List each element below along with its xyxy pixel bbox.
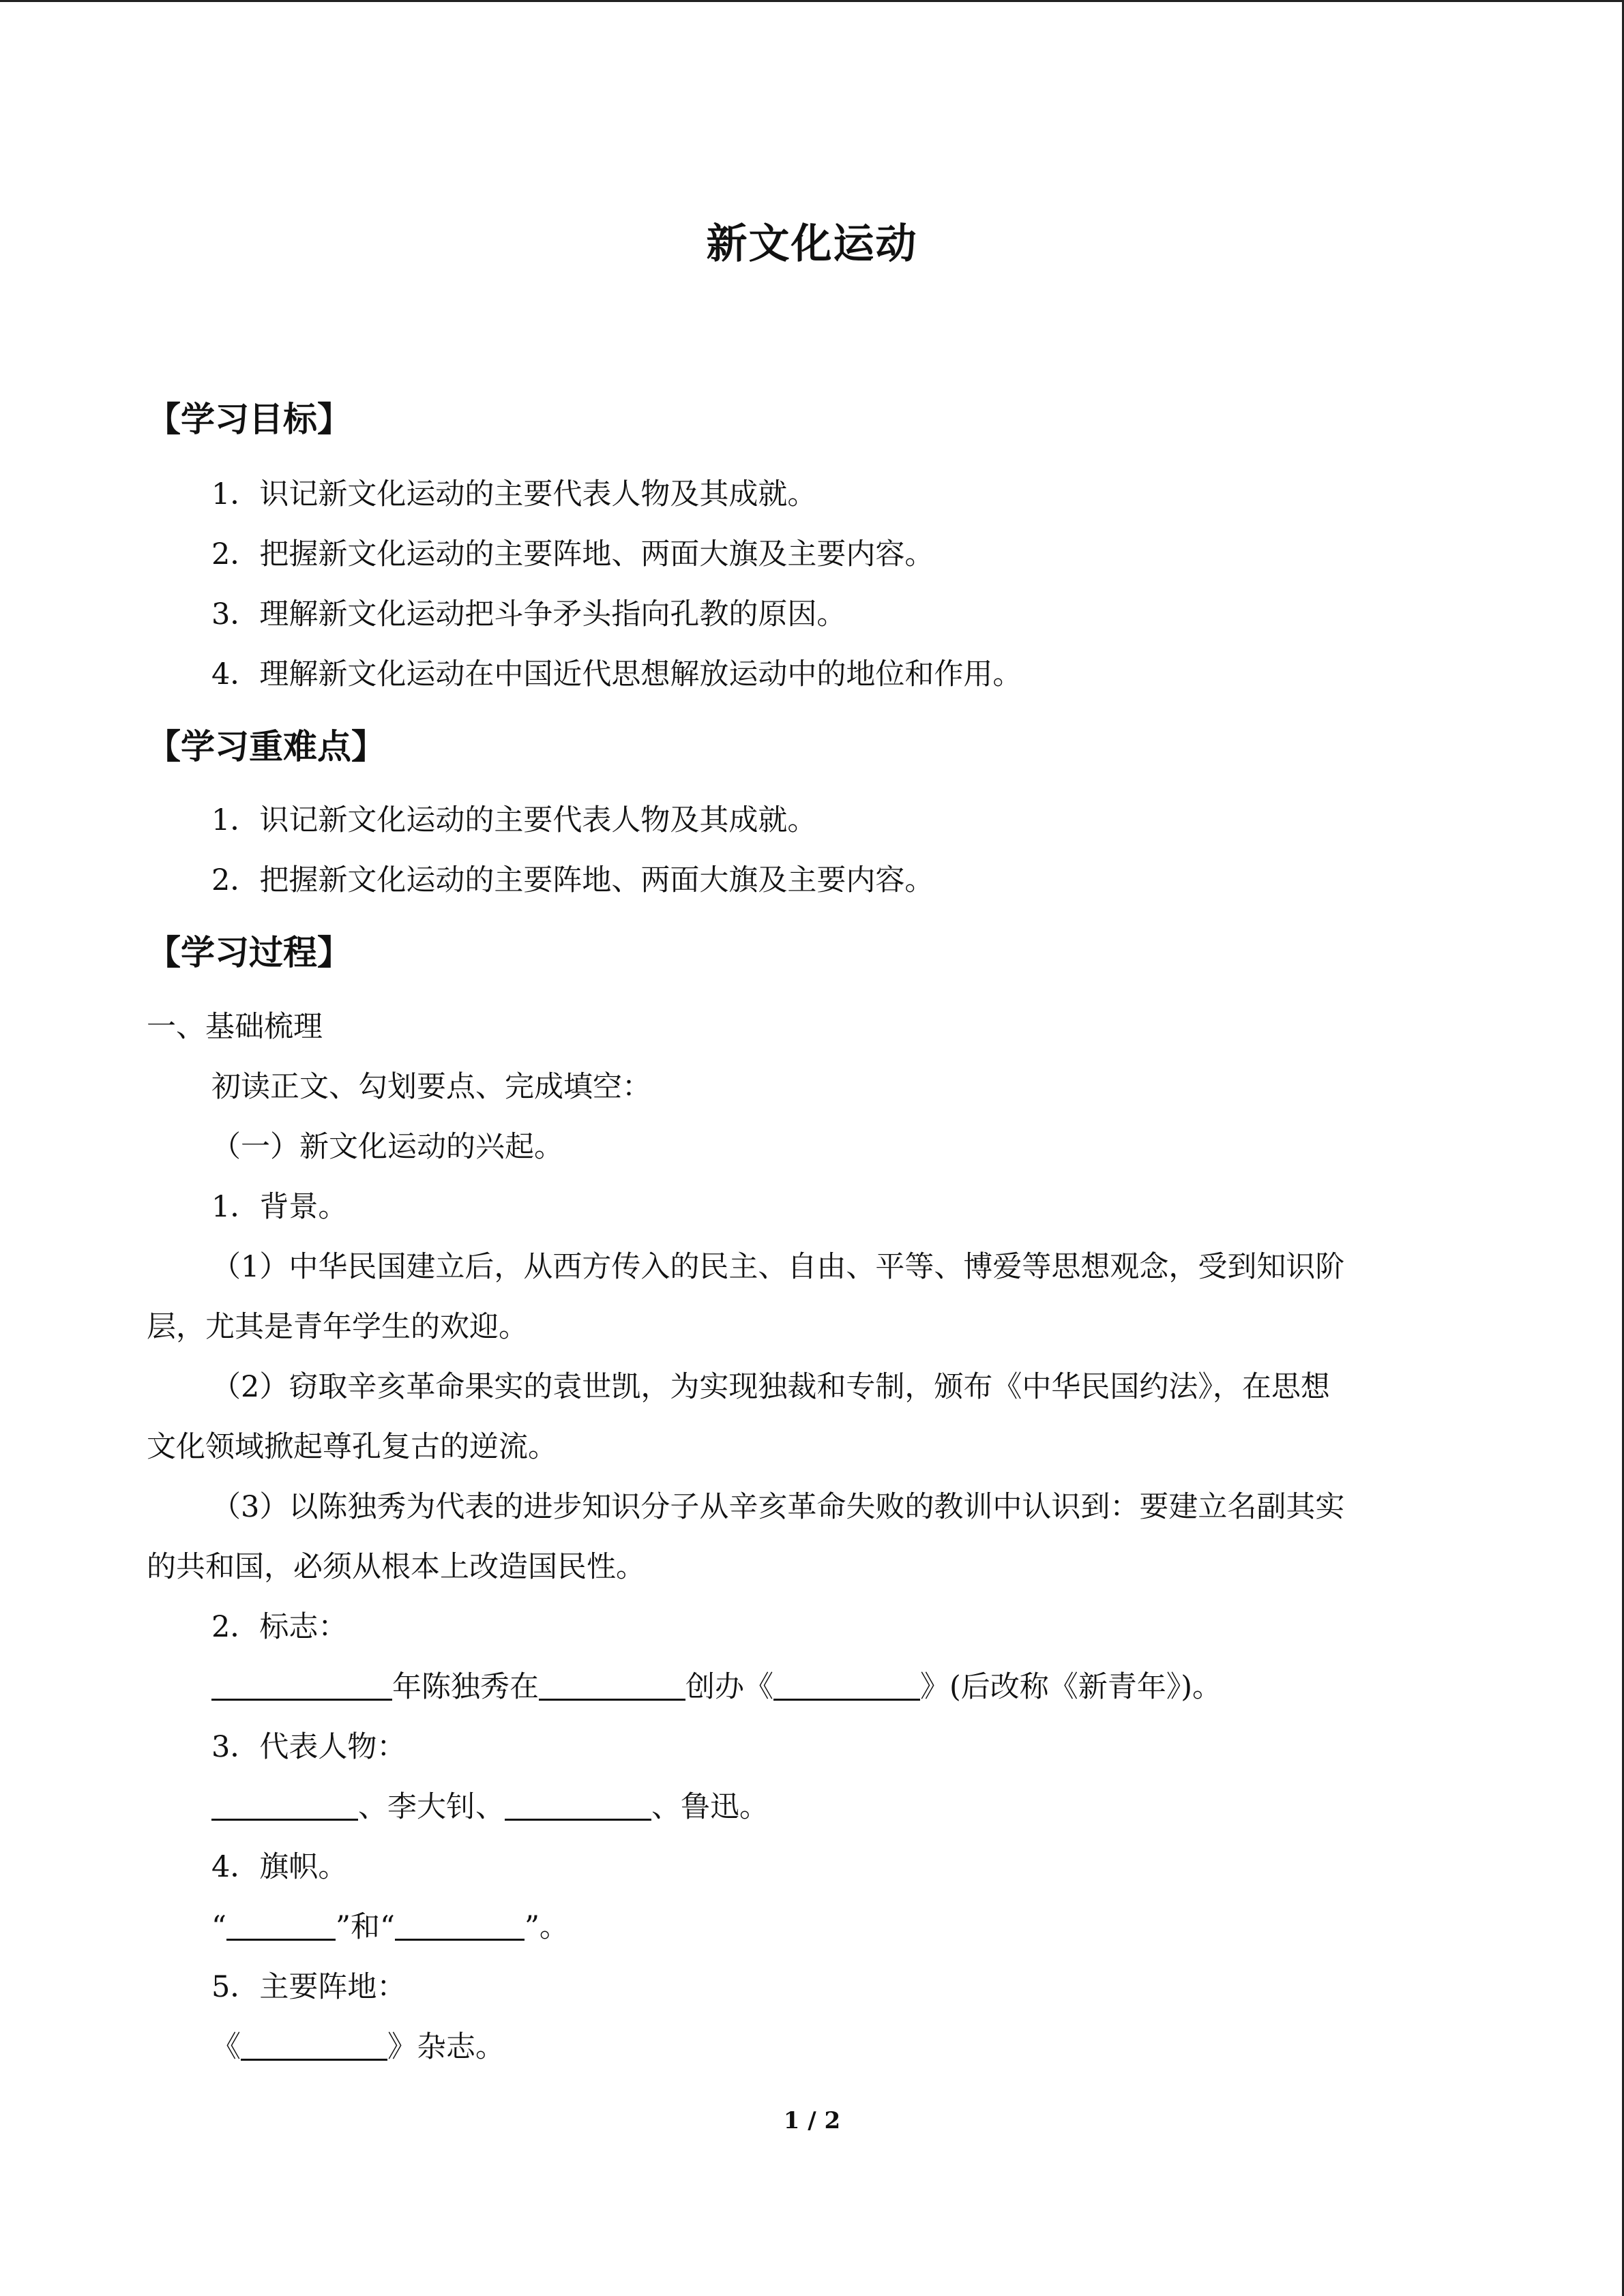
objective-item-4: 4．理解新文化运动在中国近代思想解放运动中的地位和作用。 — [211, 657, 1022, 691]
background-3-line-2: 的共和国，必须从根本上改造国民性。 — [147, 1550, 645, 1584]
sign-text-1: 年陈独秀在 — [392, 1670, 539, 1704]
background-label: 1．背景。 — [211, 1190, 348, 1224]
subsection-title: （一）新文化运动的兴起。 — [211, 1130, 563, 1164]
flag-label: 4．旗帜。 — [211, 1850, 348, 1884]
background-2-line-1: （2）窃取辛亥革命果实的袁世凯，为实现独裁和专制，颁布《中华民国约法》，在思想 — [211, 1370, 1330, 1404]
background-1-line-1: （1）中华民国建立后，从西方传入的民主、自由、平等、博爱等思想观念，受到知识阶 — [211, 1250, 1345, 1284]
flag-quote-2: ”和“ — [335, 1910, 395, 1944]
base-text-2: 》杂志。 — [387, 2030, 505, 2064]
people-fill-line — [211, 1788, 769, 1826]
background-3-line-1: （3）以陈独秀为代表的进步知识分子从辛亥革命失败的教训中认识到：要建立名副其实 — [211, 1490, 1345, 1524]
base-fill-line — [211, 2028, 505, 2066]
objective-item-3: 3．理解新文化运动把斗争矛头指向孔教的原因。 — [211, 597, 846, 631]
blank-magazine[interactable] — [773, 1669, 920, 1701]
process-heading: 【学习过程】 — [147, 933, 351, 972]
blank-flag-1[interactable] — [226, 1909, 336, 1941]
flag-quote-1: “ — [211, 1910, 226, 1944]
sign-text-3: 》(后改称《新青年》)。 — [920, 1670, 1222, 1704]
background-1-line-2: 层，尤其是青年学生的欢迎。 — [147, 1310, 528, 1344]
people-text-2: 、鲁迅。 — [651, 1790, 769, 1824]
flag-fill-line — [211, 1908, 569, 1946]
background-2-line-2: 文化领域掀起尊孔复古的逆流。 — [147, 1430, 557, 1464]
base-text-1: 《 — [211, 2030, 241, 2064]
sign-fill-line — [211, 1668, 1222, 1706]
base-label: 5．主要阵地： — [211, 1970, 407, 2004]
blank-place[interactable] — [539, 1669, 685, 1701]
people-label: 3．代表人物： — [211, 1730, 407, 1764]
flag-quote-3: ”。 — [524, 1910, 569, 1944]
blank-base[interactable] — [241, 2029, 387, 2061]
key-points-heading: 【学习重难点】 — [147, 727, 385, 766]
key-point-item-1: 1．识记新文化运动的主要代表人物及其成就。 — [211, 803, 817, 837]
blank-person-2[interactable] — [505, 1789, 651, 1821]
page-border-top — [0, 0, 1624, 2]
sign-text-2: 创办《 — [685, 1670, 773, 1704]
blank-flag-2[interactable] — [395, 1909, 525, 1941]
people-text-1: 、李大钊、 — [358, 1790, 505, 1824]
part1-title: 一、基础梳理 — [147, 1010, 323, 1044]
sign-label: 2．标志： — [211, 1610, 348, 1644]
key-point-item-2: 2．把握新文化运动的主要阵地、两面大旗及主要内容。 — [211, 863, 934, 897]
instruction-text: 初读正文、勾划要点、完成填空： — [211, 1070, 651, 1104]
objective-item-1: 1．识记新文化运动的主要代表人物及其成就。 — [211, 477, 817, 511]
objective-item-2: 2．把握新文化运动的主要阵地、两面大旗及主要内容。 — [211, 537, 934, 571]
blank-year[interactable] — [211, 1669, 392, 1701]
blank-person-1[interactable] — [211, 1789, 358, 1821]
page-title: 新文化运动 — [706, 220, 918, 268]
objectives-heading: 【学习目标】 — [147, 400, 351, 439]
page-number: 1 / 2 — [783, 2107, 841, 2134]
